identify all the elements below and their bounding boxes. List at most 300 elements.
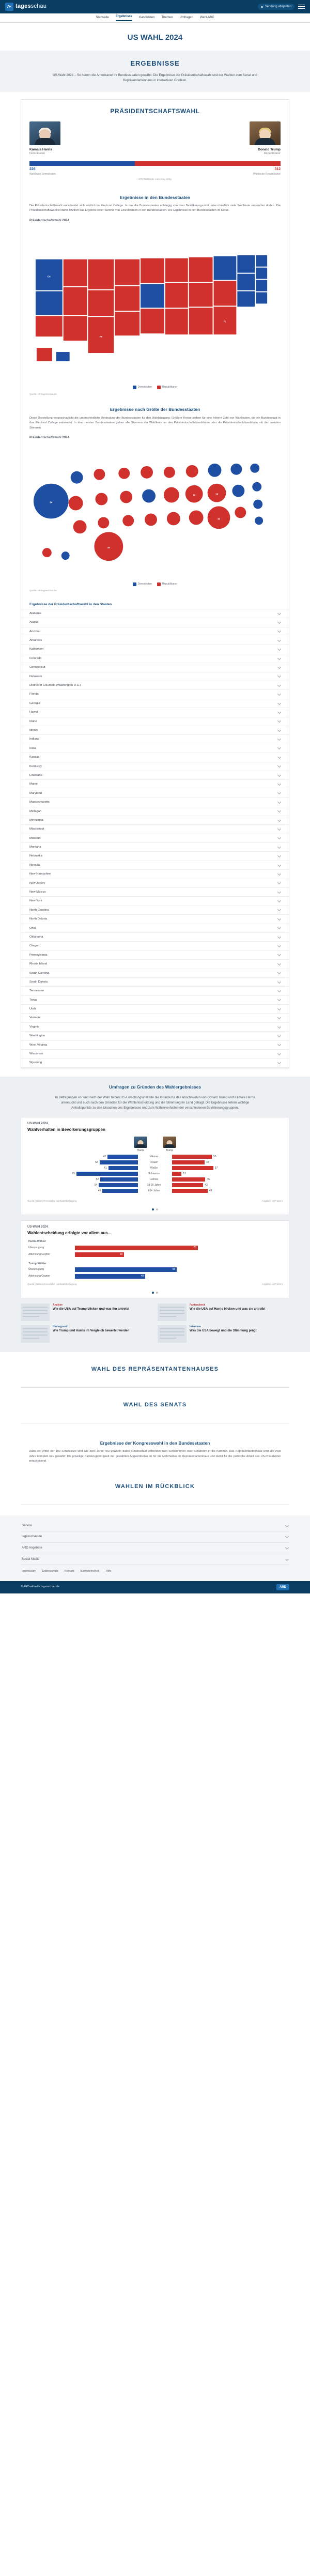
- footer-link[interactable]: Datenschutz: [42, 1570, 58, 1573]
- survey1-left-value: 49: [98, 1189, 101, 1192]
- survey1-harris-head: [134, 1137, 147, 1153]
- survey1-right-bar: [172, 1160, 205, 1164]
- map1-label: Präsidentschaftswahl 2024: [29, 219, 69, 222]
- survey1-left-bar: [99, 1183, 138, 1187]
- state-accordion-item[interactable]: [21, 870, 289, 879]
- survey1-left-bar: [100, 1160, 138, 1164]
- nav-item-themen[interactable]: Themen: [161, 16, 173, 20]
- state-accordion-item[interactable]: [21, 969, 289, 978]
- state-accordion-item[interactable]: [21, 825, 289, 834]
- chevron-down-icon: [277, 665, 281, 669]
- chevron-down-icon: [277, 620, 281, 624]
- teaser-thumbnail: [21, 1325, 50, 1343]
- state-accordion-item[interactable]: [21, 1059, 289, 1067]
- state-accordion-item[interactable]: [21, 951, 289, 960]
- candidate-row: [21, 121, 289, 156]
- top-bar-actions: [258, 4, 305, 10]
- survey1-left-side: [28, 1155, 138, 1159]
- survey1-left-value: 85: [72, 1172, 75, 1175]
- survey1-right-side: [172, 1166, 282, 1170]
- dot-2[interactable]: [156, 1208, 158, 1210]
- survey1-trump-label: Trump: [165, 1149, 174, 1153]
- state-name: Wisconsin: [29, 1052, 43, 1056]
- house-heading: WAHL DES REPRÄSENTANTENHAUSES: [91, 1366, 219, 1373]
- survey1-left-bar: [100, 1177, 138, 1182]
- teaser-body: [53, 1304, 129, 1321]
- candidate-trump: [165, 121, 281, 156]
- harris-electors: 226: [29, 167, 36, 172]
- footer-section-label: tagesschau.de: [22, 1535, 42, 1539]
- survey2-row-bar: [75, 1246, 198, 1250]
- chevron-down-icon: [277, 656, 281, 660]
- state-name: Oregon: [29, 944, 40, 948]
- state-name: Oklahoma: [29, 935, 43, 939]
- map1-heading: Ergebnisse in den Bundesstaaten: [119, 194, 191, 200]
- state-name: Utah: [29, 1007, 36, 1011]
- brand-logo[interactable]: [5, 3, 47, 11]
- survey1-row: [28, 1177, 282, 1182]
- teaser-thumbnail: [158, 1325, 187, 1343]
- retrospect-heading: WAHLEN IM RÜCKBLICK: [115, 1483, 195, 1490]
- survey1-right-value: 49: [209, 1189, 212, 1192]
- survey2-row-value: 28: [119, 1252, 123, 1256]
- footer-section-row[interactable]: [21, 1543, 289, 1554]
- state-name: Virginia: [29, 1025, 40, 1029]
- state-accordion-item[interactable]: [21, 753, 289, 762]
- state-accordion-item[interactable]: [21, 726, 289, 735]
- state-name: Iowa: [29, 746, 36, 750]
- state-name: Maryland: [29, 791, 42, 795]
- footer-section-label: Social Media: [22, 1557, 40, 1561]
- state-accordion-item[interactable]: [21, 663, 289, 672]
- state-name: Kentucky: [29, 764, 42, 768]
- chevron-down-icon: [277, 692, 281, 696]
- state-name: Kalifornien: [29, 648, 44, 651]
- survey1-left-bar: [109, 1166, 138, 1170]
- svg-text:54: 54: [50, 501, 53, 504]
- survey1-right-value: 45: [206, 1160, 209, 1164]
- state-choropleth-map[interactable]: [21, 225, 289, 385]
- state-accordion-item[interactable]: [21, 1005, 289, 1014]
- state-accordion-item[interactable]: [21, 906, 289, 915]
- top-bar: [0, 0, 310, 13]
- state-accordion-item[interactable]: [21, 996, 289, 1005]
- teaser-body: [53, 1325, 129, 1343]
- state-accordion-item[interactable]: [21, 978, 289, 987]
- survey1-left-value: 41: [104, 1166, 107, 1170]
- state-accordion-item[interactable]: [21, 843, 289, 852]
- state-name: Texas: [29, 998, 38, 1002]
- state-accordion-item[interactable]: [21, 672, 289, 681]
- state-accordion-item[interactable]: [21, 897, 289, 906]
- state-accordion-item[interactable]: [21, 744, 289, 753]
- teaser-item[interactable]: [21, 1325, 152, 1343]
- survey2-row-label: Überzeugung: [28, 1246, 44, 1249]
- survey2-row-label: Überzeugung: [28, 1268, 44, 1271]
- survey2-row-value: 70: [193, 1246, 196, 1249]
- state-name: Vermont: [29, 1016, 41, 1020]
- state-accordion-item[interactable]: [21, 915, 289, 924]
- state-accordion-item[interactable]: [21, 762, 289, 771]
- state-name: Indiana: [29, 738, 40, 741]
- state-accordion-item[interactable]: [21, 1014, 289, 1022]
- survey2-row: [28, 1274, 282, 1279]
- tagesschau-logo-icon: [5, 3, 13, 11]
- chevron-down-icon: [277, 755, 281, 759]
- state-accordion-item[interactable]: [21, 933, 289, 942]
- teaser-kicker: Faktencheck: [190, 1304, 206, 1307]
- survey2-row-bar: [75, 1267, 177, 1272]
- survey2-row: [28, 1267, 282, 1272]
- state-accordion-item[interactable]: [21, 798, 289, 807]
- survey1-left-side: [28, 1172, 138, 1176]
- senate-heading: WAHL DES SENATS: [123, 1402, 187, 1408]
- state-accordion-item[interactable]: [21, 888, 289, 897]
- state-accordion-item[interactable]: [21, 1023, 289, 1032]
- state-accordion-item[interactable]: [21, 735, 289, 744]
- play-broadcast-label: Sendung abspielen: [265, 5, 291, 8]
- state-name: Wyoming: [29, 1061, 42, 1065]
- state-accordion-item[interactable]: [21, 609, 289, 618]
- survey1-right-bar: [172, 1183, 203, 1187]
- svg-text:CA: CA: [47, 275, 51, 278]
- congress-heading: Ergebnisse der Kongresswahl in den Bundesstaaten: [100, 1440, 210, 1446]
- survey1-right-value: 43: [205, 1183, 208, 1187]
- survey1-right-value: 46: [207, 1177, 210, 1181]
- state-name: New Mexico: [29, 891, 46, 894]
- chevron-down-icon: [277, 647, 281, 651]
- chevron-down-icon: [277, 863, 281, 866]
- state-accordion-item[interactable]: [21, 924, 289, 933]
- survey1-right-side: [172, 1177, 282, 1182]
- state-accordion-item[interactable]: [21, 627, 289, 636]
- survey2-row: [28, 1246, 282, 1250]
- chevron-down-icon: [277, 989, 281, 992]
- state-accordion-item[interactable]: [21, 834, 289, 843]
- state-name: New Jersey: [29, 881, 45, 885]
- footer-section-row[interactable]: [21, 1531, 289, 1543]
- state-accordion-item[interactable]: [21, 1032, 289, 1040]
- survey2-row: [28, 1252, 282, 1257]
- chevron-down-icon: [277, 638, 281, 642]
- state-name: Montana: [29, 846, 41, 849]
- presidential-section: [0, 92, 310, 1068]
- results-heading: ERGEBNISSE: [130, 59, 180, 67]
- dot-b[interactable]: [156, 1292, 158, 1294]
- chevron-down-icon: [277, 737, 281, 741]
- usa-map-svg: [26, 228, 284, 383]
- state-name: Florida: [29, 693, 39, 696]
- congress-text: Dazu ein Drittel der 100 Senatssitze wird alle zwei Jahre neu gewählt; dabei Bundesstaat entsendet zwei Senatorinnen oder Senatoren in die Kammer. Das Repräsentantenhaus wird alle zwei Jahre komplett neu gewählt: Die jeweilige Parteizugehörigkeit der gewählten Abgeordneten ist für die Mehrheiten im Repräsentantenhaus und damit für die politische Arbeit des US-Präsidenten entscheidend.: [29, 1450, 281, 1463]
- state-name: Michigan: [29, 809, 42, 813]
- state-name: Massachusetts: [29, 801, 50, 804]
- state-name: Mississippi: [29, 827, 44, 831]
- chevron-down-icon: [277, 908, 281, 911]
- state-name: Nebraska: [29, 854, 42, 858]
- survey2-pagination[interactable]: [21, 1291, 289, 1298]
- chevron-down-icon: [285, 1535, 289, 1538]
- survey1-left-bar: [107, 1155, 138, 1159]
- nav-item-kandidaten[interactable]: Kandidaten: [139, 16, 155, 20]
- harris-name: Kamala Harris: [29, 147, 52, 151]
- teaser-headline: Wie Trump und Harris im Vergleich bewertet werden: [53, 1329, 130, 1333]
- survey1-candidate-heads: [21, 1137, 289, 1155]
- chevron-down-icon: [277, 917, 281, 921]
- survey1-row: [28, 1172, 282, 1176]
- state-accordion-item[interactable]: [21, 852, 289, 861]
- state-accordion-item[interactable]: [21, 690, 289, 699]
- survey1-pagination[interactable]: [21, 1207, 289, 1215]
- svg-text:19: 19: [193, 494, 196, 497]
- teaser-headline: Wie die USA auf Harris blicken und was sie antreibt: [190, 1308, 266, 1311]
- survey2-kicker: US-Wahl 2024: [27, 1225, 48, 1229]
- play-broadcast-button[interactable]: [258, 4, 295, 10]
- survey1-row-label: 65+ Jahre: [148, 1189, 160, 1192]
- map2-legend: [21, 581, 289, 588]
- teaser-kicker: Interview: [190, 1325, 201, 1329]
- surveys-heading: Umfragen zu Gründen des Wahlergebnisses: [109, 1084, 202, 1090]
- chevron-down-icon: [277, 953, 281, 956]
- state-accordion-item[interactable]: [21, 807, 289, 816]
- presidential-card: [21, 99, 289, 1068]
- state-accordion-item[interactable]: [21, 816, 289, 825]
- state-accordion-item[interactable]: [21, 1050, 289, 1059]
- map2-legend-rep: Republikaner: [157, 582, 177, 586]
- survey-card-demographics: [21, 1117, 289, 1215]
- chevron-down-icon: [277, 881, 281, 884]
- chevron-down-icon: [277, 728, 281, 732]
- map2-text: Diese Darstellung veranschaulicht die unterschiedliche Bedeutung der Bundesstaaten für den Wahlausgang: Größere Kreise stehen für eine höhere Zahl von Wahlleuten, die ein Bundesstaat in das Electoral College entsendet. In den meisten Bundesstaaten gehen alle Stimmen der Wahlleute an den Präsidentschaftskandidaten oder die Präsidentschaftskandidatin mit den meisten Stimmen.: [29, 416, 281, 430]
- chevron-down-icon: [277, 899, 281, 902]
- nav-item-ergebnisse[interactable]: Ergebnisse: [116, 14, 132, 21]
- footer-link[interactable]: Hilfe: [105, 1570, 112, 1573]
- cartogram-bubble-map[interactable]: [21, 442, 289, 581]
- chevron-down-icon: [277, 827, 281, 831]
- chevron-down-icon: [277, 845, 281, 849]
- state-name: Arkansas: [29, 639, 42, 642]
- chevron-down-icon: [277, 962, 281, 965]
- states-heading: Ergebnisse der Präsidentschaftswahl in den Staaten: [29, 602, 112, 606]
- survey1-right-side: [172, 1183, 282, 1187]
- state-accordion-item[interactable]: [21, 879, 289, 888]
- survey1-right-value: 57: [214, 1166, 218, 1170]
- map1-legend-dem: Demokraten: [133, 386, 152, 389]
- state-accordion-item[interactable]: [21, 717, 289, 726]
- harris-party: Demokraten: [29, 152, 45, 156]
- survey1-left-bar: [102, 1189, 138, 1193]
- chevron-down-icon: [277, 800, 281, 804]
- state-accordion-item[interactable]: [21, 645, 289, 654]
- footer-section-row[interactable]: [21, 1521, 289, 1532]
- state-name: Louisiana: [29, 773, 42, 777]
- state-accordion-list: [21, 609, 289, 1068]
- survey1-right-bar: [172, 1177, 205, 1182]
- trump-name: Donald Trump: [258, 147, 281, 151]
- chevron-down-icon: [277, 629, 281, 633]
- survey2-row-label: Ablehnung Gegner: [28, 1252, 50, 1256]
- chevron-down-icon: [277, 1052, 281, 1055]
- bubble-map-svg: [26, 446, 284, 579]
- state-name: New Hampshire: [29, 872, 51, 876]
- chevron-down-icon: [285, 1524, 289, 1527]
- survey1-chart: [21, 1155, 289, 1198]
- state-accordion-item[interactable]: [21, 636, 289, 645]
- survey1-row: [28, 1183, 282, 1187]
- survey1-right-bar: [172, 1166, 213, 1170]
- teaser-headline: Was die USA bewegt und die Stimmung prägt: [190, 1329, 257, 1333]
- chevron-down-icon: [277, 872, 281, 876]
- state-name: Missouri: [29, 836, 41, 840]
- state-accordion-item[interactable]: [21, 708, 289, 717]
- state-name: North Dakota: [29, 917, 48, 921]
- chevron-down-icon: [277, 926, 281, 929]
- survey1-left-side: [28, 1189, 138, 1193]
- chevron-down-icon: [277, 674, 281, 678]
- chevron-down-icon: [277, 701, 281, 704]
- electoral-legend: [21, 172, 289, 176]
- surveys-section: [0, 1077, 310, 1352]
- survey1-kicker: US-Wahl 2024: [27, 1122, 48, 1125]
- survey1-left-side: [28, 1183, 138, 1187]
- chevron-down-icon: [285, 1557, 289, 1561]
- chevron-down-icon: [277, 1034, 281, 1037]
- map2-caption: Quelle: AP/tagesschau.de: [29, 589, 57, 592]
- chevron-down-icon: [277, 854, 281, 857]
- survey2-row-bar: [75, 1252, 124, 1257]
- chevron-down-icon: [277, 611, 281, 615]
- dot-a[interactable]: [152, 1292, 154, 1294]
- survey1-title: Wahlverhalten in Bevölkerungsgruppen: [27, 1127, 105, 1132]
- footer-section-label: Service: [22, 1524, 33, 1527]
- chevron-down-icon: [277, 1007, 281, 1010]
- survey1-row-label: Männer: [149, 1155, 159, 1158]
- chevron-down-icon: [277, 980, 281, 984]
- survey2-group1-label: Harris-Wähler: [28, 1240, 47, 1244]
- footer-sections: [0, 1521, 310, 1566]
- map2-heading: Ergebnisse nach Größe der Bundesstaaten: [110, 407, 200, 412]
- chevron-down-icon: [277, 809, 281, 812]
- chevron-down-icon: [277, 1042, 281, 1046]
- state-name: Idaho: [29, 719, 37, 723]
- survey2-row-track: [75, 1246, 282, 1250]
- map1-legend: [21, 385, 289, 391]
- state-name: District of Columbia (Washington D.C.): [29, 684, 81, 687]
- dot-1[interactable]: [152, 1208, 154, 1210]
- harris-portrait: [29, 121, 60, 145]
- electoral-bar-republican: [135, 161, 281, 166]
- state-name: Kansas: [29, 756, 40, 759]
- state-name: Connecticut: [29, 666, 45, 669]
- state-accordion-item[interactable]: [21, 942, 289, 950]
- chevron-down-icon: [277, 791, 281, 794]
- page-title: US WAHL 2024: [127, 33, 183, 42]
- teaser-kicker: Hintergrund: [53, 1325, 68, 1329]
- map2-label: Präsidentschaftswahl 2024: [29, 436, 69, 440]
- survey2-unit: Angaben in Prozent: [261, 1283, 283, 1286]
- survey1-row: [28, 1160, 282, 1164]
- survey1-row-label: Latinos: [149, 1177, 159, 1181]
- nav-item-wahl-abc[interactable]: Wahl-ABC: [199, 16, 214, 20]
- map1-caption: Quelle: AP/tagesschau.de: [29, 392, 57, 395]
- survey1-right-side: [172, 1160, 282, 1164]
- footer-links: [21, 1565, 289, 1577]
- main-nav: [0, 13, 310, 23]
- chevron-down-icon: [277, 971, 281, 974]
- trump-party: Republikaner: [264, 152, 281, 156]
- survey1-left-value: 53: [95, 1160, 98, 1164]
- footer-link[interactable]: Barrierefreiheit: [80, 1570, 100, 1573]
- state-name: Washington: [29, 1034, 45, 1038]
- teaser-thumbnail: [158, 1304, 187, 1321]
- state-name: Alabama: [29, 611, 41, 615]
- teaser-grid: [21, 1304, 289, 1343]
- teaser-item[interactable]: [158, 1304, 289, 1321]
- survey1-right-bar: [172, 1189, 208, 1193]
- state-accordion-item[interactable]: [21, 699, 289, 708]
- burger-icon[interactable]: [298, 5, 305, 9]
- svg-text:FL: FL: [223, 319, 227, 323]
- nav-item-umfragen[interactable]: Umfragen: [179, 16, 193, 20]
- state-name: Arizona: [29, 630, 40, 633]
- chevron-down-icon: [285, 1546, 289, 1550]
- survey1-right-side: [172, 1155, 282, 1159]
- state-name: New York: [29, 899, 42, 903]
- survey2-row-label: Ablehnung Gegner: [28, 1275, 50, 1278]
- state-accordion-item[interactable]: [21, 861, 289, 870]
- house-section-band: [0, 1352, 310, 1387]
- state-name: Georgia: [29, 701, 40, 705]
- state-accordion-item[interactable]: [21, 1041, 289, 1050]
- trump-thumb-portrait: [163, 1137, 176, 1148]
- footer: [0, 1515, 310, 1594]
- state-accordion-item[interactable]: [21, 654, 289, 663]
- teaser-item[interactable]: [21, 1304, 152, 1321]
- survey2-title: Wahlentscheidung erfolgte vor allem aus...: [27, 1230, 112, 1235]
- trump-portrait: [250, 121, 281, 145]
- footer-link[interactable]: Impressum: [22, 1570, 36, 1573]
- state-accordion-item[interactable]: [21, 987, 289, 995]
- teaser-body: [190, 1325, 257, 1343]
- chevron-down-icon: [277, 890, 281, 894]
- state-accordion-item[interactable]: [21, 681, 289, 690]
- footer-link[interactable]: Kontakt: [64, 1570, 74, 1573]
- chevron-down-icon: [277, 746, 281, 749]
- footer-section-row[interactable]: [21, 1554, 289, 1566]
- state-name: Maine: [29, 783, 38, 786]
- survey1-row-label: 18-29 Jahre: [147, 1183, 161, 1187]
- electoral-note: 270 Wahlleute zum Sieg nötig: [138, 178, 172, 181]
- state-accordion-item[interactable]: [21, 780, 289, 789]
- state-accordion-item[interactable]: [21, 789, 289, 798]
- state-name: Tennessee: [29, 989, 44, 993]
- state-accordion-item[interactable]: [21, 771, 289, 780]
- svg-text:30: 30: [218, 517, 220, 520]
- survey1-right-side: [172, 1172, 282, 1176]
- survey2-row-track: [75, 1252, 282, 1257]
- survey1-row-label: Frauen: [150, 1160, 158, 1164]
- state-accordion-item[interactable]: [21, 960, 289, 969]
- nav-item-startseite[interactable]: Startseite: [96, 16, 109, 20]
- senate-section-band: [0, 1388, 310, 1423]
- survey2-row-track: [75, 1267, 282, 1272]
- chevron-down-icon: [277, 683, 281, 687]
- state-accordion-item[interactable]: [21, 618, 289, 627]
- state-name: Hawaii: [29, 711, 39, 714]
- teaser-item[interactable]: [158, 1325, 289, 1343]
- electoral-bar: [29, 161, 281, 166]
- candidate-harris: [29, 121, 145, 156]
- state-name: Illinois: [29, 728, 38, 732]
